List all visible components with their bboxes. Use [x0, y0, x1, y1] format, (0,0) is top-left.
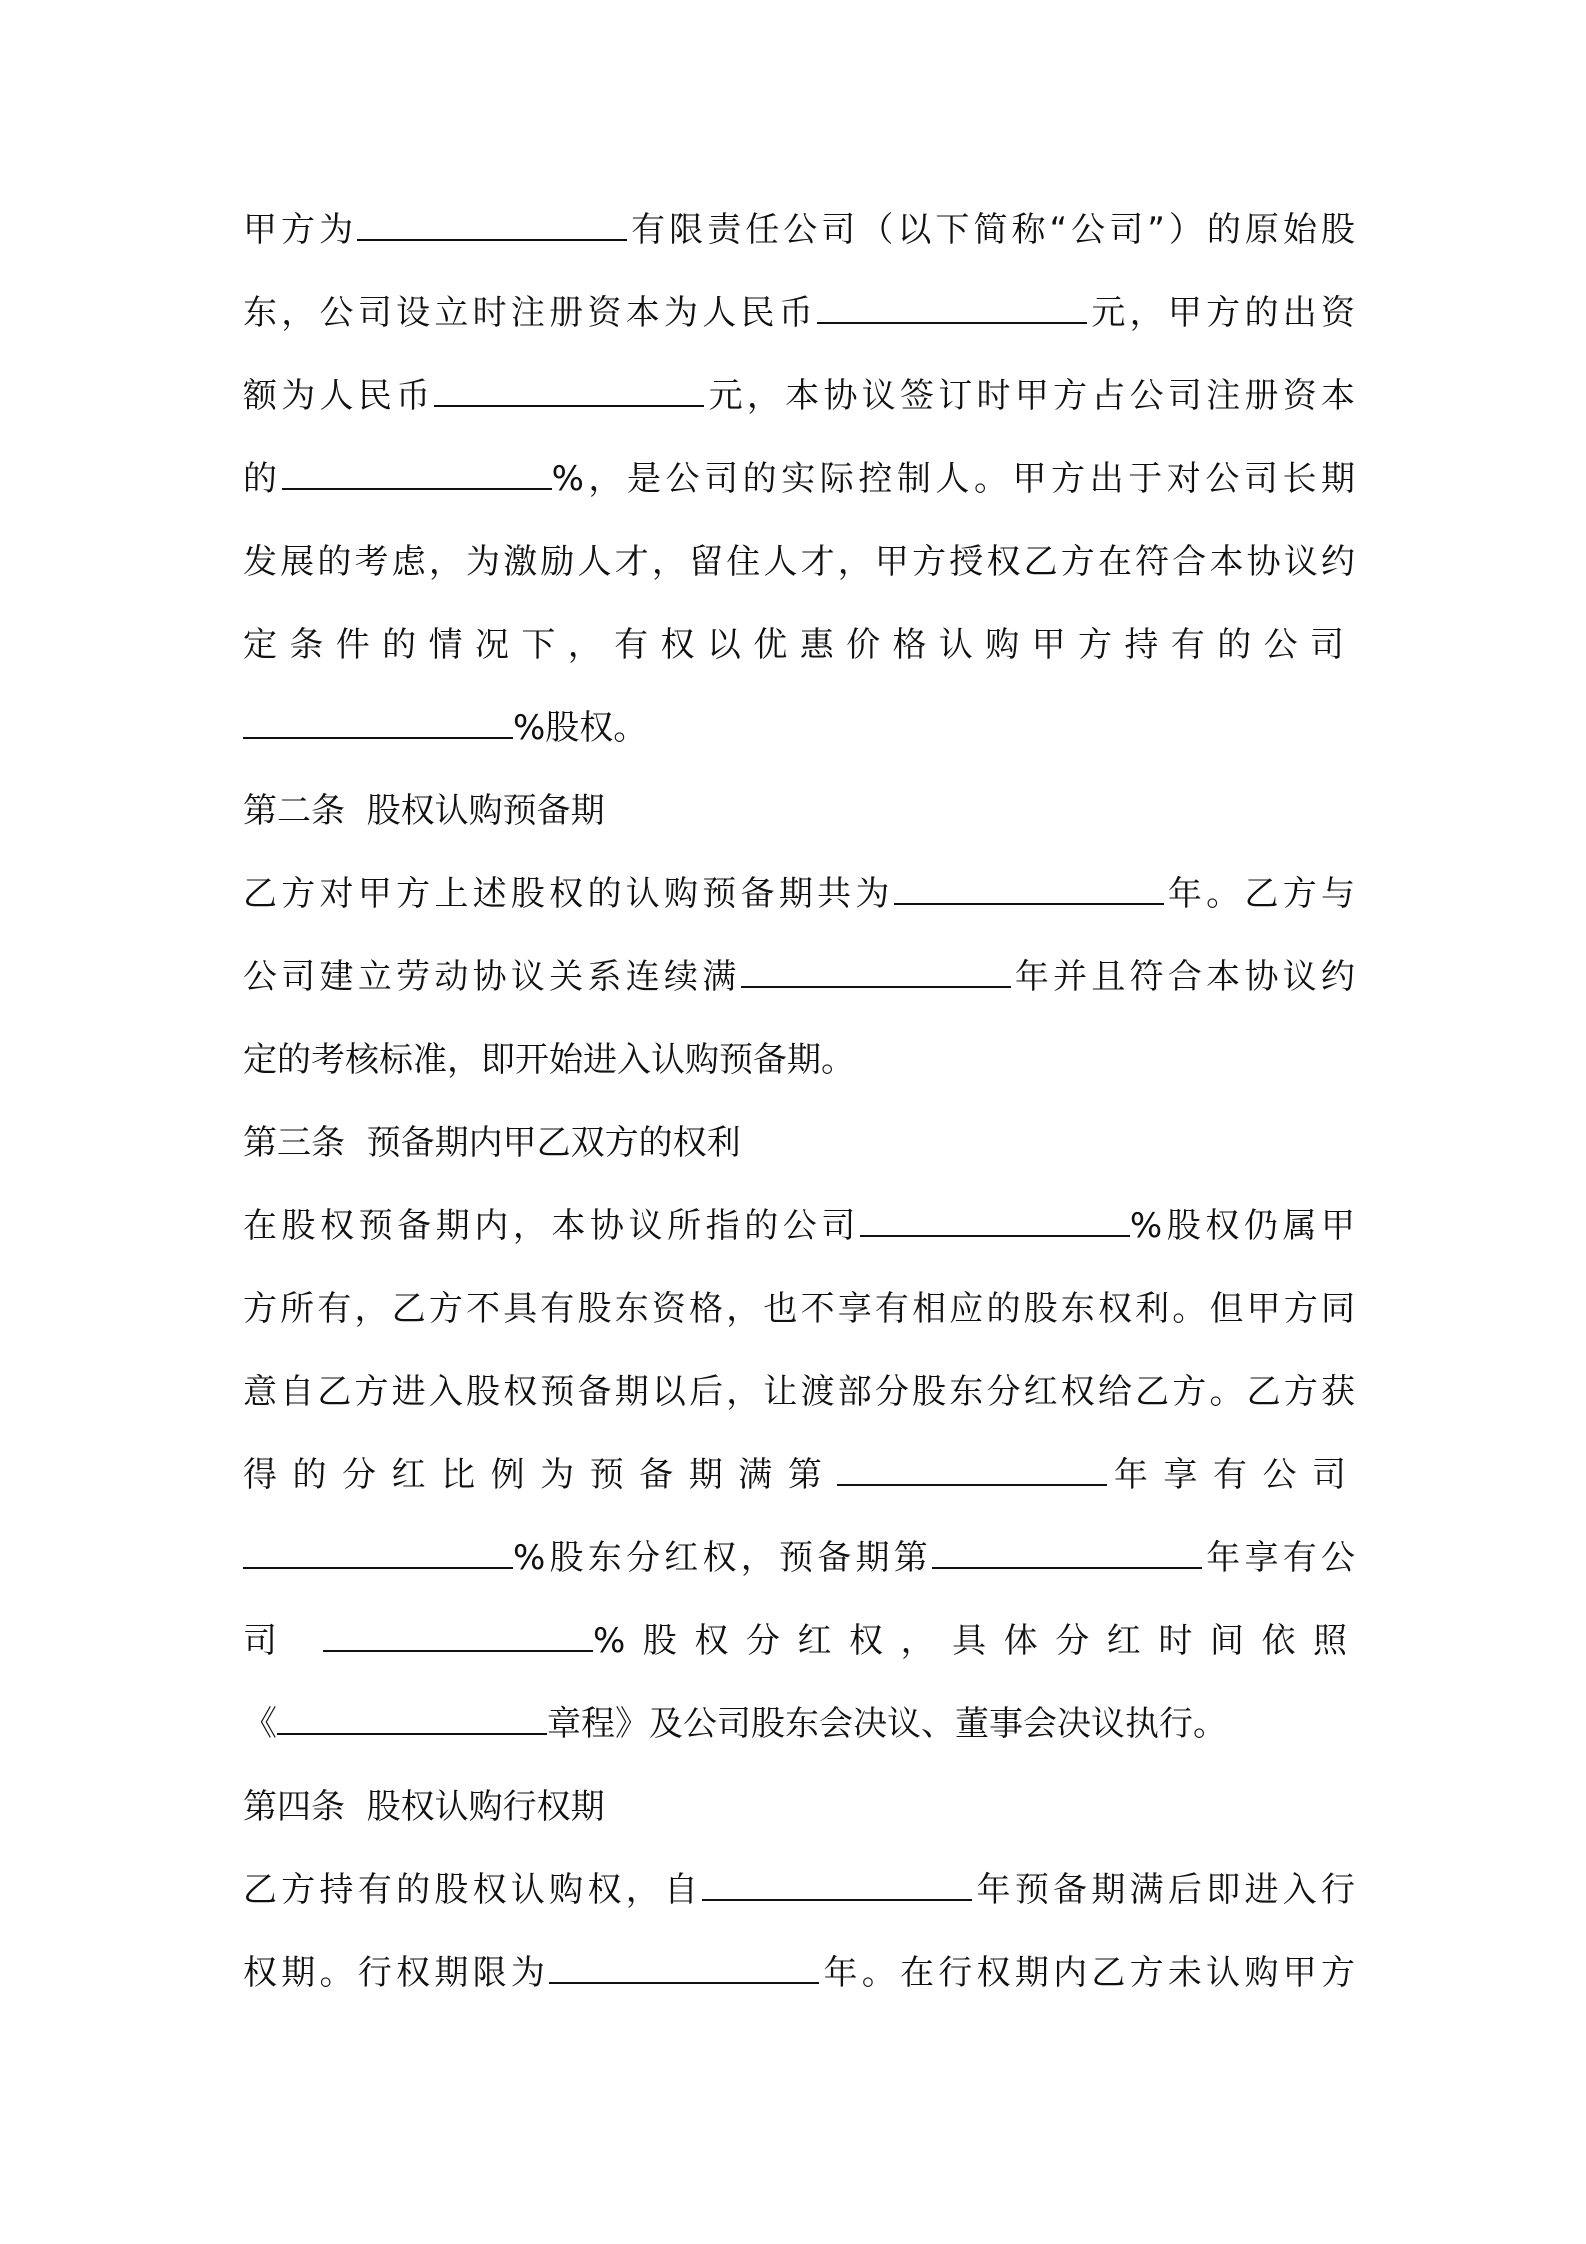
line-text: 年。乙方与: [1163, 874, 1356, 914]
paragraph-line-1: [243, 200, 1355, 260]
line-text: 得的分红比例为预备期满第: [243, 1455, 838, 1495]
line-text: %股权仍属甲: [1129, 1206, 1355, 1246]
line-text: 乙方持有的股权认购权，自: [243, 1870, 703, 1910]
paragraph-line-17: [243, 1694, 1355, 1754]
line-text: 在股权预备期内，本协议所指的公司: [243, 1206, 860, 1246]
fill-blank[interactable]: [894, 873, 1164, 905]
fill-blank[interactable]: [837, 1454, 1107, 1486]
paragraph-line-15: [243, 1528, 1355, 1588]
paragraph-line-2: [243, 283, 1355, 343]
paragraph-line-12: 方所有，乙方不具有股东资格，也不享有相应的股东权利。但甲方同: [243, 1289, 1355, 1329]
paragraph-line-7: [243, 698, 1355, 758]
line-text: 甲方为: [243, 210, 358, 250]
line-text: %股权分红权，具体分红时间依照: [592, 1621, 1356, 1661]
line-text: 年并且符合本协议约: [1010, 957, 1356, 997]
fill-blank[interactable]: [434, 375, 704, 407]
line-text: 的: [243, 459, 282, 499]
section-heading-2: 第二条 股权认购预备期: [243, 791, 605, 831]
line-text: 《: [243, 1704, 277, 1744]
line-text: 公司建立劳动协议关系连续满: [243, 957, 741, 997]
line-text: 有限责任公司（以下简称“公司”）的原始股: [627, 210, 1356, 250]
line-text: 乙方对甲方上述股权的认购预备期共为: [243, 874, 894, 914]
fill-blank[interactable]: [932, 1537, 1202, 1569]
fill-blank[interactable]: [282, 458, 552, 490]
line-text: 年。在行权期内乙方未认购甲方: [819, 1953, 1356, 1993]
line-text: 权期。行权期限为: [243, 1953, 550, 1993]
paragraph-line-19: [243, 1943, 1355, 2003]
line-text: 额为人民币: [243, 376, 435, 416]
fill-blank[interactable]: [243, 1537, 513, 1569]
paragraph-line-9: [243, 947, 1355, 1007]
section-heading-4: 第四条 股权认购行权期: [243, 1787, 605, 1827]
fill-blank[interactable]: [702, 1869, 972, 1901]
fill-blank[interactable]: [741, 956, 1011, 988]
paragraph-line-4: [243, 449, 1355, 509]
line-text: 年预备期满后即进入行: [972, 1870, 1356, 1910]
line-text: 元，本协议签订时甲方占公司注册资本: [704, 376, 1356, 416]
line-text: 司: [243, 1621, 295, 1661]
fill-blank[interactable]: [357, 209, 627, 241]
fill-blank[interactable]: [549, 1952, 819, 1984]
line-text: %股权。: [513, 708, 648, 748]
paragraph-line-16: [243, 1611, 1355, 1671]
paragraph-line-14: [243, 1445, 1355, 1505]
line-text: 年享有公: [1202, 1538, 1355, 1578]
section-heading-3: 第三条 预备期内甲乙双方的权利: [243, 1123, 741, 1163]
line-text: 章程》及公司股东会决议、董事会决议执行。: [547, 1704, 1227, 1744]
line-text: 年享有公司: [1107, 1455, 1356, 1495]
line-text: 元，甲方的出资: [1087, 293, 1356, 333]
paragraph-line-11: [243, 1196, 1355, 1256]
fill-blank[interactable]: [860, 1205, 1130, 1237]
paragraph-line-5: 发展的考虑，为激励人才，留住人才，甲方授权乙方在符合本协议约: [243, 542, 1355, 582]
fill-blank[interactable]: [323, 1620, 593, 1652]
paragraph-line-13: 意自乙方进入股权预备期以后，让渡部分股东分红权给乙方。乙方获: [243, 1372, 1355, 1412]
paragraph-line-10: 定的考核标准，即开始进入认购预备期。: [243, 1040, 855, 1080]
paragraph-line-6: 定条件的情况下，有权以优惠价格认购甲方持有的公司: [243, 625, 1355, 665]
line-text: %，是公司的实际控制人。甲方出于对公司长期: [551, 459, 1355, 499]
line-text: %股东分红权，预备期第: [513, 1538, 933, 1578]
fill-blank[interactable]: [817, 292, 1087, 324]
line-text: 东，公司设立时注册资本为人民币: [243, 293, 818, 333]
paragraph-line-18: [243, 1860, 1355, 1920]
paragraph-line-3: [243, 366, 1355, 426]
fill-blank[interactable]: [243, 707, 513, 739]
paragraph-line-8: [243, 864, 1355, 924]
fill-blank[interactable]: [277, 1703, 547, 1735]
